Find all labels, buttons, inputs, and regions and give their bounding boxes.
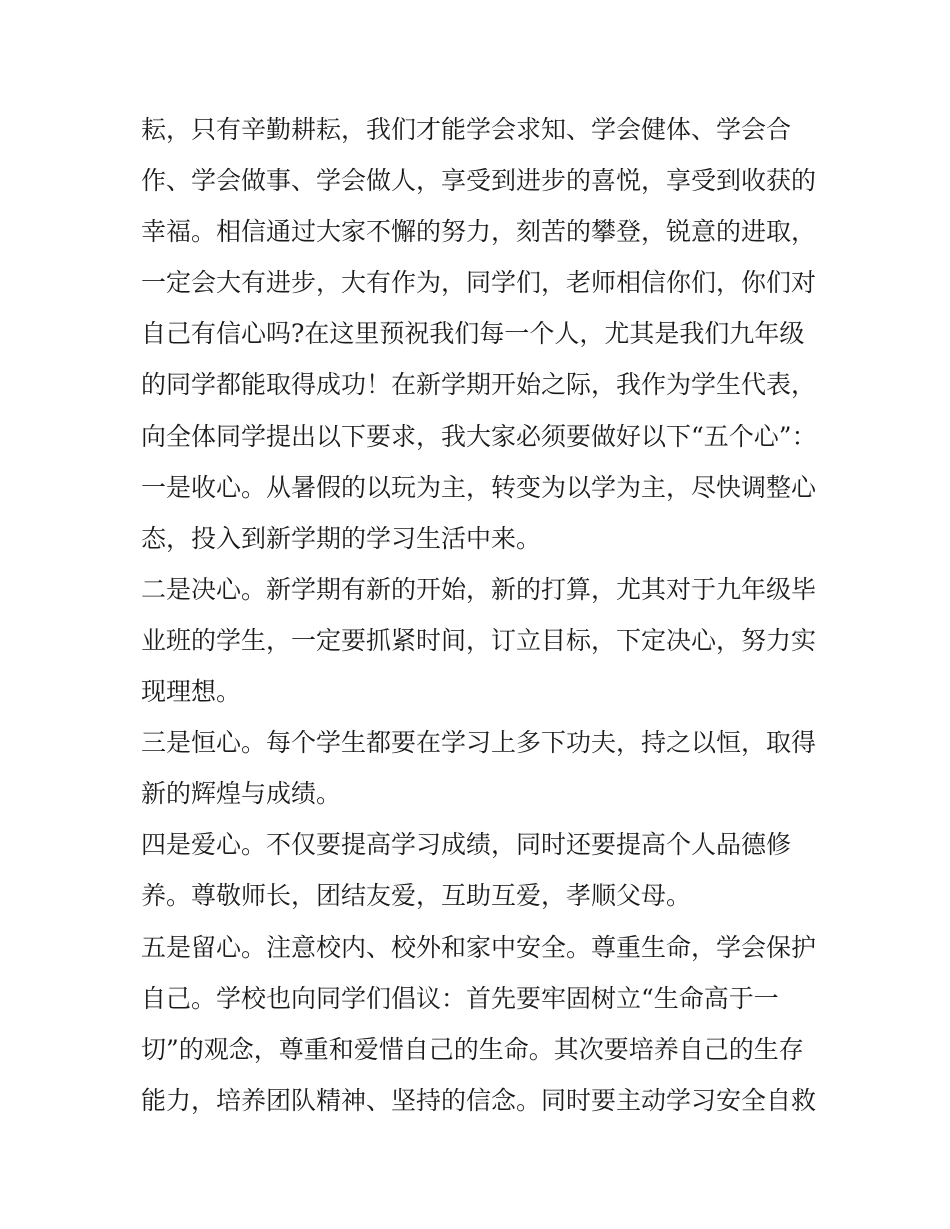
text-line: 自己。学校也向同学们倡议：首先要牢固树立“生命高于一 [141, 983, 779, 1013]
text-line: 养。尊敬师长，团结友爱，互助互爱，孝顺父母。 [141, 881, 692, 911]
body-text [141, 104, 831, 1126]
text-line: 的同学都能取得成功！在新学期开始之际，我作为学生代表， [141, 370, 817, 400]
text-line: 五是留心。注意校内、校外和家中安全。尊重生命，学会保护 [141, 932, 817, 962]
text-line: 新的辉煌与成绩。 [141, 779, 342, 809]
text-line: 作、学会做事、学会做人，享受到进步的喜悦，享受到收获的 [141, 166, 817, 196]
text-line: 四是爱心。不仅要提高学习成绩，同时还要提高个人品德修 [141, 830, 792, 860]
text-line: 现理想。 [141, 677, 242, 707]
text-line: 三是恒心。每个学生都要在学习上多下功夫，持之以恒，取得 [141, 728, 817, 758]
text-line: 一是收心。从暑假的以玩为主，转变为以学为主，尽快调整心 [141, 472, 817, 502]
text-line: 能力，培养团队精神、坚持的信念。同时要主动学习安全自救 [141, 1085, 817, 1115]
text-line: 态，投入到新学期的学习生活中来。 [141, 523, 542, 553]
text-line: 向全体同学提出以下要求，我大家必须要做好以下“五个心”： [141, 421, 817, 451]
text-line: 自己有信心吗?在这里预祝我们每一个人，尤其是我们九年级 [141, 319, 805, 349]
text-line: 一定会大有进步，大有作为，同学们，老师相信你们，你们对 [141, 268, 817, 298]
text-line: 业班的学生，一定要抓紧时间，订立目标，下定决心，努力实 [141, 625, 817, 655]
text-line: 二是决心。新学期有新的开始，新的打算，尤其对于九年级毕 [141, 574, 817, 604]
text-line: 幸福。相信通过大家不懈的努力，刻苦的攀登，锐意的进取， [141, 217, 817, 247]
text-line: 耘，只有辛勤耕耘，我们才能学会求知、学会健体、学会合 [141, 115, 792, 144]
text-line: 切”的观念，尊重和爱惜自己的生命。其次要培养自己的生存 [141, 1034, 804, 1064]
